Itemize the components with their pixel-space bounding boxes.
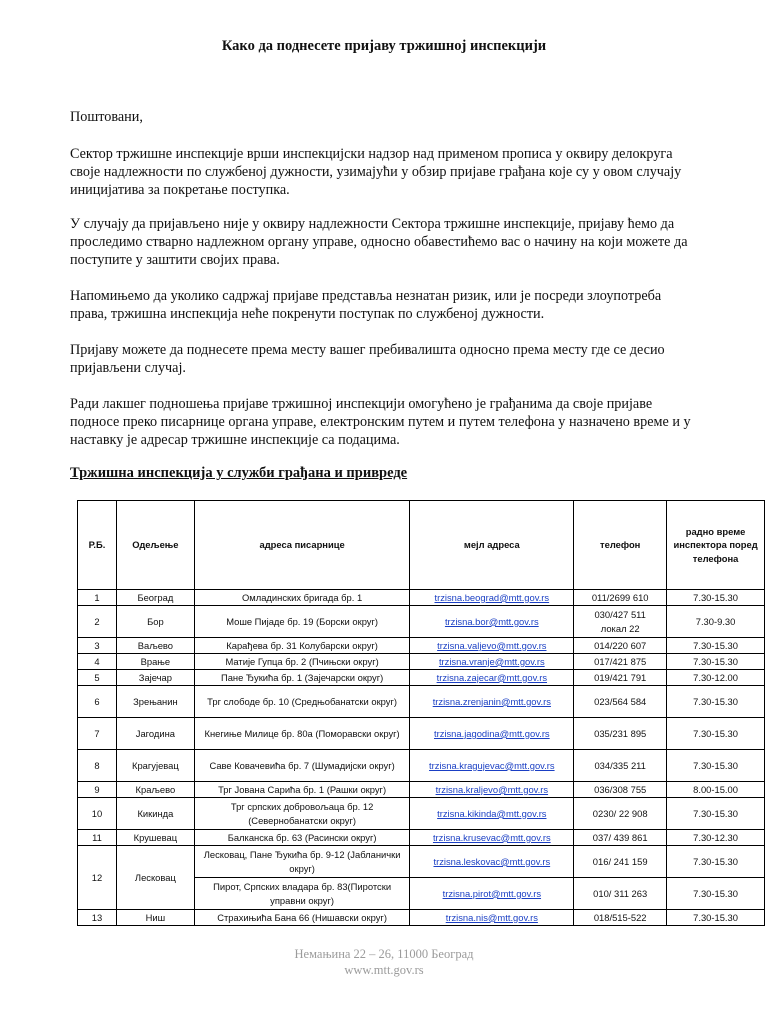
office-address: Омладинских бригада бр. 1 (194, 590, 410, 606)
working-hours: 7.30-15.30 (667, 718, 765, 750)
phone: 010/ 311 263 (574, 878, 667, 910)
department: Крагујевац (116, 750, 194, 782)
table-row (78, 782, 765, 798)
working-hours: 7.30-15.30 (667, 798, 765, 830)
row-number: 3 (78, 638, 117, 654)
table-row (78, 910, 765, 926)
office-address: Трг слободе бр. 10 (Средњобанатски округ) (194, 686, 410, 718)
phone: 014/220 607 (574, 638, 667, 654)
email-link[interactable]: trzisna.jagodina@mtt.gov.rs (433, 727, 550, 739)
working-hours: 7.30-15.30 (667, 878, 765, 910)
office-address: Матије Гупца бр. 2 (Пчињски округ) (194, 654, 410, 670)
row-number: 6 (78, 686, 117, 718)
phone: 023/564 584 (574, 686, 667, 718)
phone: 017/421 875 (574, 654, 667, 670)
table-row (78, 686, 765, 718)
phone: 035/231 895 (574, 718, 667, 750)
row-number: 4 (78, 654, 117, 670)
office-address: Кнегиње Милице бр. 80а (Поморавски округ) (194, 718, 410, 750)
paragraph-4: Пријаву можете да поднесете према месту вашег пребивалишта односно према месту где се десио пријављени случај. (70, 342, 665, 376)
phone: 019/421 791 (574, 670, 667, 686)
section-heading: Тржишна инспекција у служби грађана и привреде (70, 465, 408, 481)
working-hours: 7.30-15.30 (667, 654, 765, 670)
department: Лесковац (116, 846, 194, 910)
paragraph-3: Напомињемо да уколико садржај пријаве представља незнатан ризик, или је посреди злоупотреба права, тржишна инспекција неће покренути поступак по службеној дужности. (70, 288, 662, 322)
row-number: 8 (78, 750, 117, 782)
header-address: адреса писарнице (194, 501, 410, 590)
office-address: Саве Ковачевића бр. 7 (Шумадијски округ) (194, 750, 410, 782)
department: Ваљево (116, 638, 194, 654)
office-address: Моше Пијаде бр. 19 (Борски округ) (194, 606, 410, 638)
office-address: Трг Јована Сарића бр. 1 (Рашки округ) (194, 782, 410, 798)
phone: 0230/ 22 908 (574, 798, 667, 830)
working-hours: 7.30-12.30 (667, 830, 765, 846)
email-link[interactable]: trzisna.vranje@mtt.gov.rs (438, 655, 545, 667)
row-number: 1 (78, 590, 117, 606)
header-phone: телефон (574, 501, 667, 590)
table-row (78, 590, 765, 606)
table-header-row (78, 501, 765, 590)
department: Краљево (116, 782, 194, 798)
department: Бор (116, 606, 194, 638)
office-address: Страхињића Бана 66 (Нишавски округ) (194, 910, 410, 926)
email-link[interactable]: trzisna.kraljevo@mtt.gov.rs (435, 783, 549, 795)
office-address: Пирот, Српских владара бр. 83(Пиротски управни округ) (194, 878, 410, 910)
department: Ниш (116, 910, 194, 926)
department: Крушевац (116, 830, 194, 846)
office-address: Пане Ђукића бр. 1 (Зајечарски округ) (194, 670, 410, 686)
email-link[interactable]: trzisna.bor@mtt.gov.rs (444, 615, 539, 627)
row-number: 7 (78, 718, 117, 750)
working-hours: 7.30-15.30 (667, 750, 765, 782)
table-row (78, 654, 765, 670)
office-address: Карађева бр. 31 Колубарски округ) (194, 638, 410, 654)
header-dept: Одељење (116, 501, 194, 590)
email-link[interactable]: trzisna.kikinda@mtt.gov.rs (437, 807, 547, 819)
department: Зајечар (116, 670, 194, 686)
department: Кикинда (116, 798, 194, 830)
office-address: Балканска бр. 63 (Расински округ) (194, 830, 410, 846)
working-hours: 8.00-15.00 (667, 782, 765, 798)
table-row (78, 718, 765, 750)
row-number: 12 (78, 846, 117, 910)
document-title: Како да поднесете пријаву тржишној инспекцији (221, 38, 547, 54)
header-hours: радно време инспектора поред телефона (667, 501, 765, 590)
email-link[interactable]: trzisna.valjevo@mtt.gov.rs (437, 639, 547, 651)
phone: 030/427 511 локал 22 (574, 606, 667, 638)
email-link[interactable]: trzisna.zrenjanin@mtt.gov.rs (432, 695, 551, 707)
working-hours: 7.30-15.30 (667, 638, 765, 654)
email-link[interactable]: trzisna.kragujevac@mtt.gov.rs (429, 759, 555, 771)
email-link[interactable]: trzisna.beograd@mtt.gov.rs (434, 591, 550, 603)
phone: 037/ 439 861 (574, 830, 667, 846)
row-number: 11 (78, 830, 117, 846)
department: Јагодина (116, 718, 194, 750)
table-row (78, 830, 765, 846)
phone: 036/308 755 (574, 782, 667, 798)
office-address: Трг српских добровољаца бр. 12 (Севернобанатски округ) (194, 798, 410, 830)
email-link[interactable]: trzisna.krusevac@mtt.gov.rs (432, 831, 551, 843)
table-row (78, 670, 765, 686)
working-hours: 7.30-15.30 (667, 846, 765, 878)
phone: 011/2699 610 (574, 590, 667, 606)
footer-address: Немањина 22 – 26, 11000 Београд (294, 947, 474, 961)
working-hours: 7.30-15.30 (667, 686, 765, 718)
row-number: 10 (78, 798, 117, 830)
phone: 034/335 211 (574, 750, 667, 782)
office-address: Лесковац, Пане Ђукића бр. 9-12 (Јабланички округ) (194, 846, 410, 878)
footer-website[interactable]: www.mtt.gov.rs (344, 963, 424, 977)
email-link[interactable]: trzisna.pirot@mtt.gov.rs (442, 887, 542, 899)
table-row (78, 846, 765, 878)
department: Зрењанин (116, 686, 194, 718)
table-row (78, 798, 765, 830)
working-hours: 7.30-15.30 (667, 590, 765, 606)
email-link[interactable]: trzisna.leskovac@mtt.gov.rs (433, 855, 551, 867)
working-hours: 7.30-15.30 (667, 910, 765, 926)
paragraph-1: Сектор тржишне инспекције врши инспекцијски надзор над применом прописа у оквиру делокруга своје надлежности по службеној дужности, узимајући у обзир пријаве грађана које су у овом случају иницијатива за покретање поступка. (70, 146, 682, 198)
working-hours: 7.30-12.00 (667, 670, 765, 686)
row-number: 9 (78, 782, 117, 798)
department: Врање (116, 654, 194, 670)
table-row (78, 606, 765, 638)
email-link[interactable]: trzisna.zajecar@mtt.gov.rs (436, 671, 548, 683)
table-row (78, 638, 765, 654)
row-number: 2 (78, 606, 117, 638)
inspection-table (77, 500, 765, 926)
paragraph-2: У случају да пријављено није у оквиру надлежности Сектора тржишне инспекције, пријаву ћемо да проследимо стварно надлежном органу управе, односно обавестићемо вас о начину на који можете да поступите у заштити својих права. (70, 216, 688, 268)
paragraph-5: Ради лакшег подношења пријаве тржишној инспекцији омогућено је грађанима да своје пријаве подносе преко писарнице органа управе, електронским путем и путем телефона у назначено време и у наставку је адресар тржишне инспекције са подацима. (70, 396, 691, 448)
phone: 018/515-522 (574, 910, 667, 926)
greeting: Поштовани, (70, 109, 143, 125)
phone: 016/ 241 159 (574, 846, 667, 878)
department: Београд (116, 590, 194, 606)
working-hours: 7.30-9.30 (667, 606, 765, 638)
header-num: Р.Б. (78, 501, 117, 590)
row-number: 5 (78, 670, 117, 686)
email-link[interactable]: trzisna.nis@mtt.gov.rs (445, 911, 538, 923)
row-number: 13 (78, 910, 117, 926)
table-row (78, 750, 765, 782)
header-email: мејл адреса (410, 501, 574, 590)
page-footer (0, 946, 768, 978)
